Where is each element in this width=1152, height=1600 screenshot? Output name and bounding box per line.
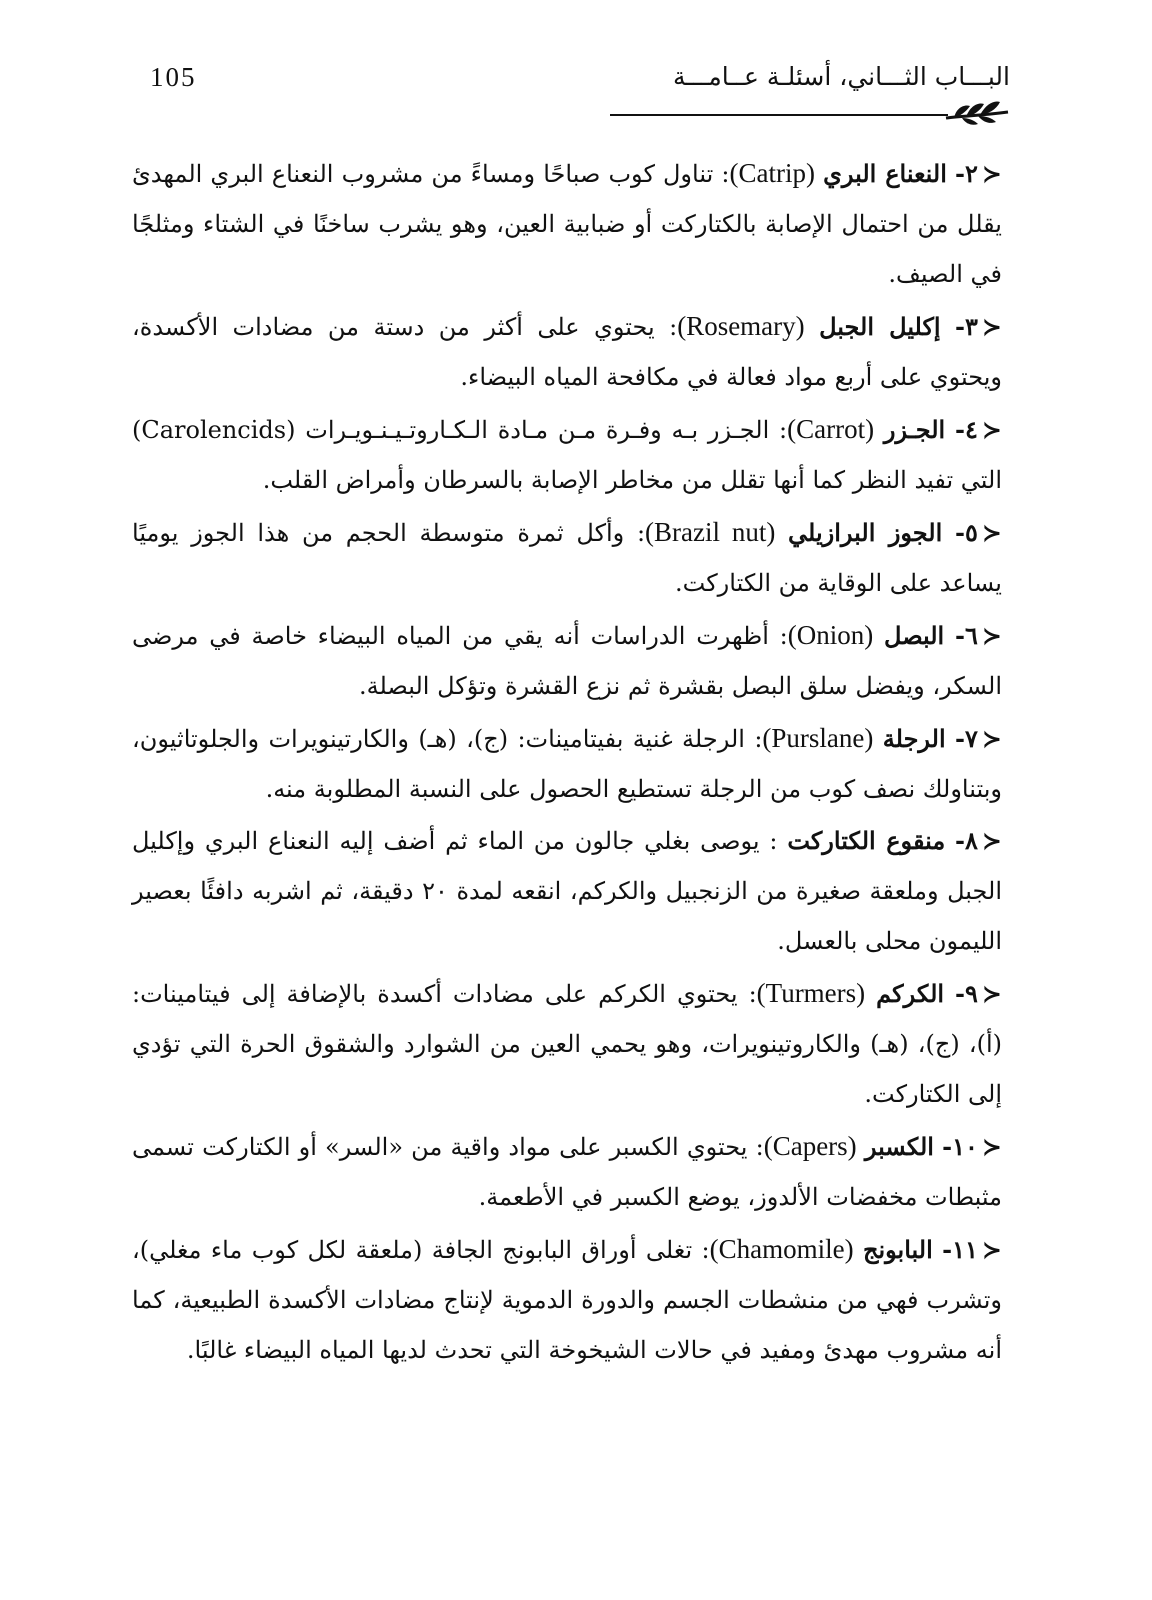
entry-text: أظهرت الدراسات أنه يقي من المياه البيضاء خاصة في مرضى السكر، ويفضل سلق البصل بقشرة ثم نزع القشرة وتؤكل البصلة. — [132, 622, 1002, 700]
entry-number: ٤- — [955, 415, 978, 444]
entry-item — [132, 816, 1002, 966]
entry-number: ٢- — [955, 159, 978, 188]
entry-number: ٥- — [954, 518, 978, 547]
entry-text: يحتوي الكركم على مضادات أكسدة بالإضافة إلى فيتامينات: (أ)، (ج)، (هـ) والكاروتينويرات، وهو يحمي العين من الشوارد والشقوق الحرة التي تؤدي إلى الكتاركت. — [132, 980, 1002, 1108]
arrow-marker-icon: ≺ — [981, 313, 1003, 341]
entry-text: الجـزر بـه وفـرة مـن مـادة الـكـاروتـيـنـويـرات (Carolencids) التي تفيد النظر كما أنها تقلل من مخاطر الإصابة بالسرطان وأمراض القلب. — [132, 416, 1002, 494]
entry-item — [132, 507, 1002, 608]
entry-separator: : — [636, 519, 646, 547]
entry-separator: : — [755, 1133, 764, 1161]
entry-number: ٦- — [955, 621, 978, 650]
arrow-marker-icon: ≺ — [981, 416, 1002, 444]
entry-item — [132, 1121, 1002, 1222]
entry-item — [132, 713, 1002, 814]
entry-number: ٨- — [955, 826, 978, 855]
arrow-marker-icon: ≺ — [981, 1133, 1002, 1161]
entry-term: الرجلة — [882, 724, 946, 753]
arrow-marker-icon: ≺ — [981, 725, 1003, 753]
entry-text: وأكل ثمرة متوسطة الحجم من هذا الجوز يوميًا يساعد على الوقاية من الكتاركت. — [132, 519, 1002, 597]
header-rule — [610, 114, 948, 116]
entry-latin-name: (Chamomile) — [709, 1234, 854, 1264]
entry-latin-name: (Turmers) — [756, 978, 866, 1008]
entry-number: ٣- — [955, 312, 978, 341]
entry-term: الجوز البرازيلي — [788, 518, 943, 547]
arrow-marker-icon: ≺ — [981, 160, 1002, 188]
entry-term: النعناع البري — [823, 159, 947, 188]
entry-latin-name: (Rosemary) — [677, 311, 805, 341]
arrow-marker-icon: ≺ — [981, 519, 1002, 547]
entry-term: البابونج — [862, 1235, 933, 1264]
entry-latin-name: (Capers) — [763, 1131, 857, 1161]
entry-text: تناول كوب صباحًا ومساءً من مشروب النعناع البري المهدئ يقلل من احتمال الإصابة بالكتاركت أو ضبابية العين، وهو يشرب ساخنًا في الشتاء ومثلجًا في الصيف. — [132, 160, 1002, 288]
entry-term: البصل — [884, 621, 945, 650]
running-head: البـــاب الثـــاني، أسئلـة عــامـــة — [672, 62, 1010, 91]
entry-item — [132, 301, 1002, 402]
entry-text: يحتوي على أكثر من دستة من مضادات الأكسدة، ويحتوي على أربع مواد فعالة في مكافحة المياه البيضاء. — [132, 313, 1002, 391]
entry-item — [132, 1224, 1002, 1375]
entry-text: يحتوي الكسبر على مواد واقية من «السر» أو الكتاركت تسمى مثبطات مخفضات الألدوز، يوضع الكسبر في الأطعمة. — [132, 1133, 1002, 1211]
entry-number: ١٠- — [942, 1132, 978, 1161]
entry-term: منقوع الكتاركت — [787, 826, 946, 855]
entry-latin-name: (Purslane) — [762, 723, 874, 753]
entry-term: الجـزر — [883, 415, 946, 444]
entry-separator: : — [669, 313, 678, 341]
entry-term: الكسبر — [864, 1132, 934, 1161]
entry-separator: : — [701, 1236, 710, 1264]
arrow-marker-icon: ≺ — [981, 622, 1002, 650]
entry-separator: : — [721, 160, 730, 188]
entry-number: ٩- — [955, 979, 978, 1008]
entry-latin-name: (Carrot) — [787, 414, 875, 444]
arrow-marker-icon: ≺ — [981, 827, 1002, 855]
entry-text: تغلى أوراق البابونج الجافة (ملعقة لكل كوب ماء مغلي)، وتشرب فهي من منشطات الجسم والدورة الدموية لإنتاج مضادات الأكسدة الطبيعية، كما أنه مشروب مهدئ ومفيد في حالات الشيخوخة التي تحدث لديها المياه البيضاء غالبًا. — [132, 1236, 1002, 1364]
entry-list — [132, 148, 1002, 1377]
arrow-marker-icon: ≺ — [981, 1236, 1003, 1264]
entry-term: الكركم — [876, 979, 945, 1008]
entry-term: إكليل الجبل — [819, 312, 941, 341]
arrow-marker-icon: ≺ — [981, 980, 1003, 1008]
page-number: 105 — [150, 62, 197, 92]
entry-separator: : — [754, 725, 763, 753]
entry-latin-name: (Brazil nut) — [645, 517, 776, 547]
entry-item — [132, 148, 1002, 299]
entry-latin-name: (Catrip) — [729, 158, 815, 188]
entry-separator: : — [779, 416, 788, 444]
entry-separator: : — [779, 622, 788, 650]
entry-separator: : — [748, 980, 757, 1008]
page-header — [150, 58, 1010, 128]
entry-number: ٧- — [955, 724, 978, 753]
entry-text: يوصى بغلي جالون من الماء ثم أضف إليه النعناع البري وإكليل الجبل وملعقة صغيرة من الزنجبيل والكركم، انقعه لمدة ٢٠ دقيقة، ثم اشربه دافئًا بعصير الليمون محلى بالعسل. — [132, 827, 1002, 955]
entry-item — [132, 610, 1002, 711]
entry-number: ١١- — [942, 1235, 978, 1264]
entry-item — [132, 968, 1002, 1119]
entry-text: الرجلة غنية بفيتامينات: (ج)، (هـ) والكارتينويرات والجلوتاثيون، وبتناولك نصف كوب من الرجلة تستطيع الحصول على النسبة المطلوبة منه. — [132, 725, 1002, 803]
leaf-ornament-icon — [944, 96, 1010, 128]
entry-separator: : — [769, 827, 778, 855]
entry-latin-name: (Onion) — [787, 620, 874, 650]
entry-item — [132, 404, 1002, 505]
